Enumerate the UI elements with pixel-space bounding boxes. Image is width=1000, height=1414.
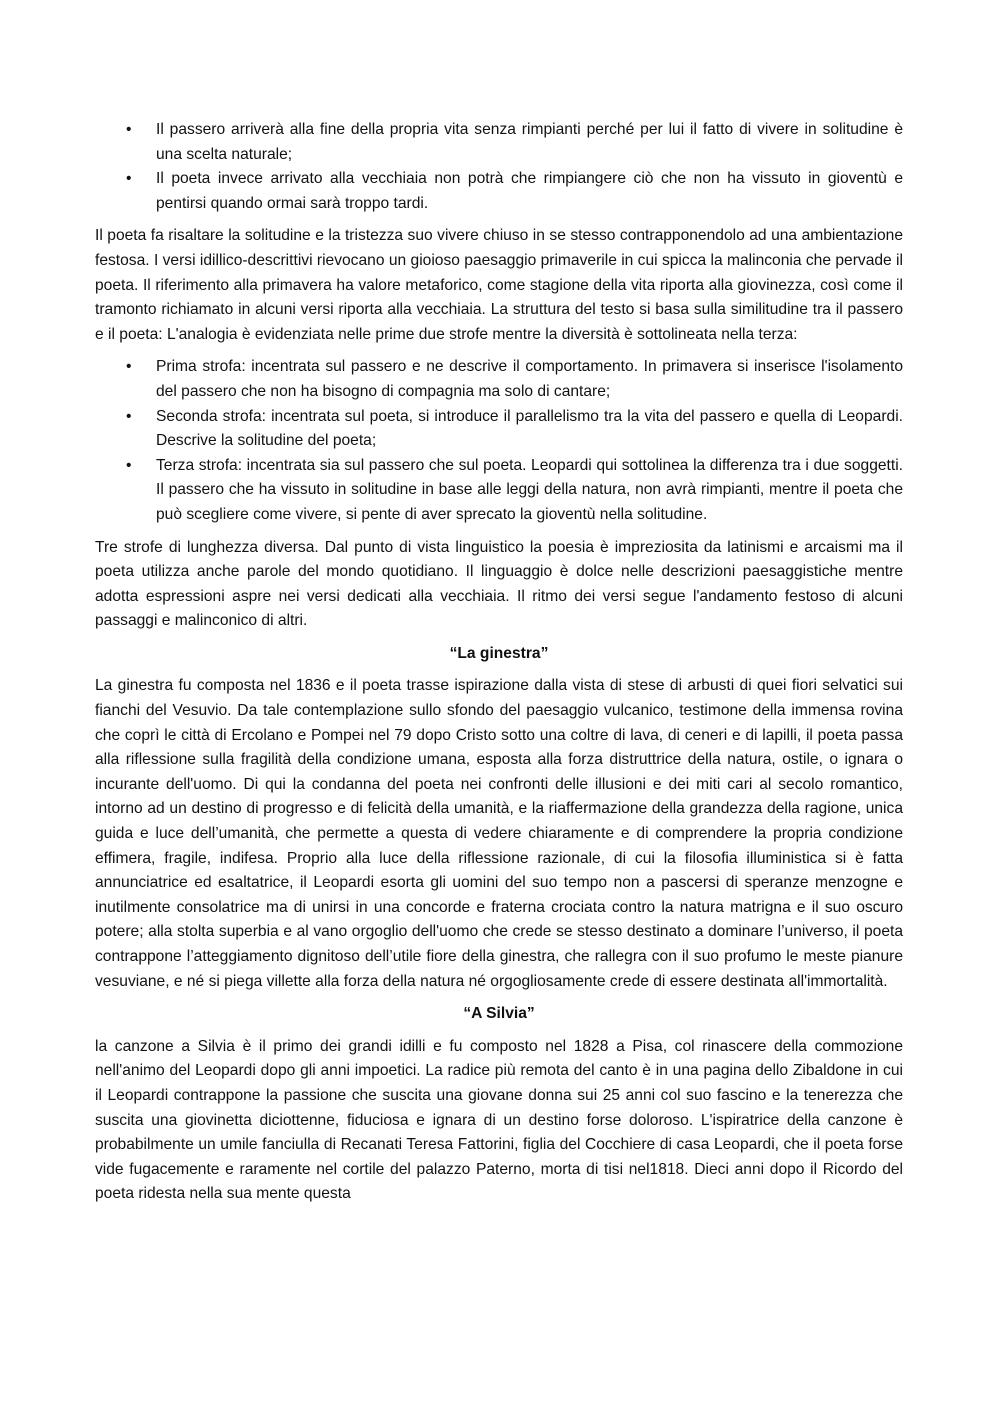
list-item [95, 167, 903, 216]
body-paragraph: La ginestra fu composta nel 1836 e il poeta trasse ispirazione dalla vista di stese di arbusti di quei fiori selvatici sui fianchi del Vesuvio. Da tale contemplazione sullo sfondo del paesaggio vulcanico, testimone della immensa rovina che coprì le città di Ercolano e Pompei nel 79 dopo Cristo sotto una coltre di lava, di ceneri e di lapilli, il poeta passa alla riflessione sulla fragilità della condizione umana, esposta alla forza distruttrice della natura, ostile, o ignara o incurante dell'uomo. Di qui la condanna del poeta nei confronti delle illusioni e dei miti cari al secolo romantico, intorno ad un destino di progresso e di felicità della umanità, e la riaffermazione della grandezza della ragione, unica guida e luce dell’umanità, che permette a questa di vedere chiaramente e di comprendere la propria condizione effimera, fragile, indifesa. Proprio alla luce della riflessione razionale, di cui la filosofia illuministica si è fatta annunciatrice ed esaltatrice, il Leopardi esorta gli uomini del suo tempo non a pascersi di speranze menzogne e inutilmente consolatrice ma di unirsi in una concorde e fraterna crociata contro la natura matrigna e il suo oscuro potere; alla stolta superbia e al vano orgoglio dell'uomo che crede se stesso destinato a dominare l’universo, il poeta contrappone l’atteggiamento dignitoso dell’utile fiore della ginestra, che rallegra con il suo profumo le meste pianure vesuviane, e né si piega villette alla forza della natura né orgogliosamente crede di essere destinata all'immortalità. [95, 677, 903, 990]
document-page [95, 118, 903, 1215]
list-item [95, 355, 903, 404]
body-paragraph: Tre strofe di lunghezza diversa. Dal punto di vista linguistico la poesia è impreziosita da latinismi e arcaismi ma il poeta utilizza anche parole del mondo quotidiano. Il linguaggio è dolce nelle descrizioni paesaggistiche mentre adotta espressioni aspre nei versi dedicati alla vecchiaia. Il ritmo dei versi segue l'andamento festoso di alcuni passaggi e malinconico di altri. [95, 538, 903, 630]
bullet-list-passero-poeta [95, 118, 903, 216]
list-item-text: Il passero arriverà alla fine della propria vita senza rimpianti perché per lui il fatto di vivere in solitudine è una scelta naturale; [156, 121, 903, 163]
bullet-icon: • [126, 121, 132, 138]
bullet-list-strofe [95, 355, 903, 527]
body-paragraph: la canzone a Silvia è il primo dei grandi idilli e fu composto nel 1828 a Pisa, col rinascere della commozione nell'animo del Leopardi dopo gli anni impoetici. La radice più remota del canto è in una pagina dello Zibaldone in cui il Leopardi contrappone la passione che suscita una giovane donna sui 25 anni col suo fascino e la tenerezza che suscita una giovinetta diciottenne, fiduciosa e ignara di un destino forse doloroso. L'ispiratrice della canzone è probabilmente un umile fanciulla di Recanati Teresa Fattorini, figlia del Cocchiere di casa Leopardi, che il poeta forse vide fugacemente e raramente nel cortile del palazzo Paterno, morta di tisi nel1818. Dieci anni dopo il Ricordo del poeta ridesta nella sua mente questa [95, 1037, 903, 1203]
section-heading-ginestra: “La ginestra” [449, 644, 549, 662]
list-item [95, 454, 903, 528]
bullet-icon: • [126, 358, 132, 376]
list-item-text: Seconda strofa: incentrata sul poeta, si introduce il parallelismo tra la vita del passero e quella di Leopardi. Descrive la solitudine del poeta; [156, 407, 903, 450]
list-item-text: Il poeta invece arrivato alla vecchiaia non potrà che rimpiangere ciò che non ha vissuto in gioventù e pentirsi quando ormai sarà troppo tardi. [156, 170, 903, 212]
bullet-icon: • [126, 407, 132, 425]
list-item [95, 118, 903, 167]
bullet-icon: • [126, 456, 132, 474]
list-item-text: Terza strofa: incentrata sia sul passero che sul poeta. Leopardi qui sottolinea la differenza tra i due soggetti. Il passero che ha vissuto in solitudine in base alle leggi della natura, non avrà rimpianti, mentre il poeta che può scegliere come vivere, si pente di aver sprecato la gioventù nella solitudine. [156, 456, 903, 523]
list-item-text: Prima strofa: incentrata sul passero e ne descrive il comportamento. In primavera si inserisce l'isolamento del passero che non ha bisogno di compagnia ma solo di cantare; [156, 358, 903, 400]
section-heading-silvia: “A Silvia” [463, 1005, 535, 1023]
bullet-icon: • [126, 170, 132, 188]
list-item [95, 405, 903, 454]
body-paragraph: Il poeta fa risaltare la solitudine e la tristezza suo vivere chiuso in se stesso contrapponendolo ad una ambientazione festosa. I versi idillico-descrittivi rievocano un gioioso paesaggio primaverile in cui spicca la malinconia che pervade il poeta. Il riferimento alla primavera ha valore metaforico, come stagione della vita riporta alla giovinezza, così come il tramonto richiamato in alcuni versi riporta alla vecchiaia. La struttura del testo si basa sulla similitudine tra il passero e il poeta: L'analogia è evidenziata nelle prime due strofe mentre la diversità è sottolineata nella terza: [95, 227, 903, 343]
